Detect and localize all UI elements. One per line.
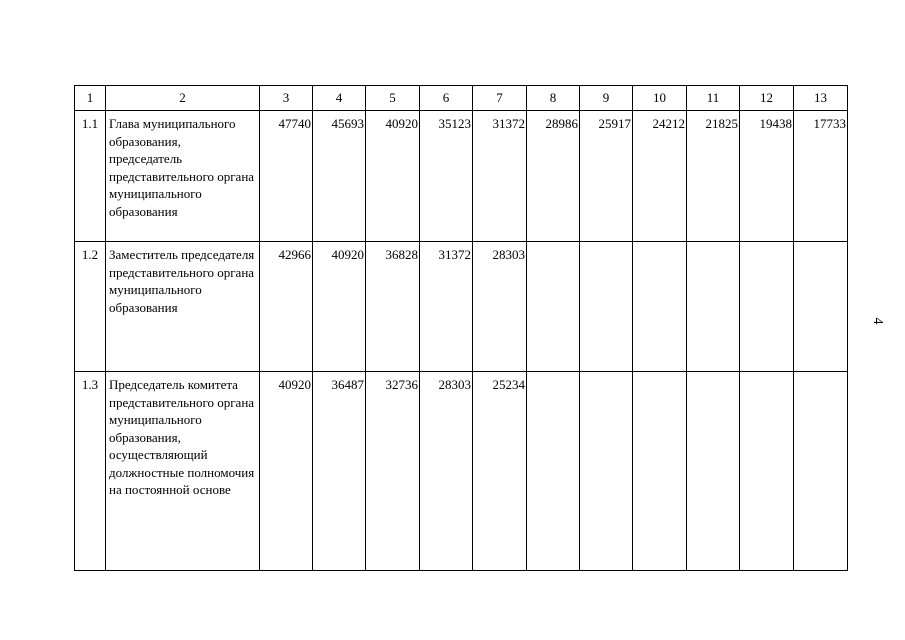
value-cell: 47740 <box>260 111 313 242</box>
row-index: 1.2 <box>75 242 106 372</box>
value-cell <box>527 372 580 571</box>
value-cell <box>687 372 740 571</box>
position-name: Председатель комитета представительного органа муниципального образования, осуществляющий должностные полномочия на постоянной основе <box>106 372 260 571</box>
value-cell <box>740 372 794 571</box>
value-cell <box>580 372 633 571</box>
value-cell <box>527 242 580 372</box>
header-cell: 4 <box>313 86 366 111</box>
row-index: 1.1 <box>75 111 106 242</box>
salary-table <box>74 85 848 571</box>
value-cell: 42966 <box>260 242 313 372</box>
table-row <box>75 372 848 571</box>
value-cell: 25917 <box>580 111 633 242</box>
header-cell: 6 <box>420 86 473 111</box>
position-name: Глава муниципального образования, председатель представительного органа муниципального образования <box>106 111 260 242</box>
value-cell: 40920 <box>313 242 366 372</box>
value-cell: 17733 <box>794 111 848 242</box>
header-cell: 11 <box>687 86 740 111</box>
table-header-row <box>75 86 848 111</box>
value-cell <box>687 242 740 372</box>
value-cell <box>740 242 794 372</box>
header-cell: 10 <box>633 86 687 111</box>
value-cell: 36487 <box>313 372 366 571</box>
value-cell: 24212 <box>633 111 687 242</box>
header-cell: 5 <box>366 86 420 111</box>
value-cell <box>633 242 687 372</box>
value-cell: 32736 <box>366 372 420 571</box>
value-cell: 28986 <box>527 111 580 242</box>
header-cell: 7 <box>473 86 527 111</box>
value-cell: 28303 <box>473 242 527 372</box>
table-row <box>75 111 848 242</box>
value-cell: 36828 <box>366 242 420 372</box>
header-cell: 2 <box>106 86 260 111</box>
header-cell: 1 <box>75 86 106 111</box>
position-name: Заместитель председателя представительного органа муниципального образования <box>106 242 260 372</box>
header-cell: 8 <box>527 86 580 111</box>
header-cell: 9 <box>580 86 633 111</box>
value-cell: 35123 <box>420 111 473 242</box>
value-cell <box>580 242 633 372</box>
value-cell: 25234 <box>473 372 527 571</box>
page-number: 4 <box>870 317 885 325</box>
value-cell: 31372 <box>420 242 473 372</box>
value-cell: 31372 <box>473 111 527 242</box>
table-row <box>75 242 848 372</box>
row-index: 1.3 <box>75 372 106 571</box>
value-cell <box>794 372 848 571</box>
header-cell: 3 <box>260 86 313 111</box>
value-cell: 40920 <box>260 372 313 571</box>
value-cell: 28303 <box>420 372 473 571</box>
value-cell: 21825 <box>687 111 740 242</box>
value-cell <box>633 372 687 571</box>
header-cell: 12 <box>740 86 794 111</box>
value-cell: 45693 <box>313 111 366 242</box>
value-cell: 40920 <box>366 111 420 242</box>
value-cell <box>794 242 848 372</box>
value-cell: 19438 <box>740 111 794 242</box>
header-cell: 13 <box>794 86 848 111</box>
